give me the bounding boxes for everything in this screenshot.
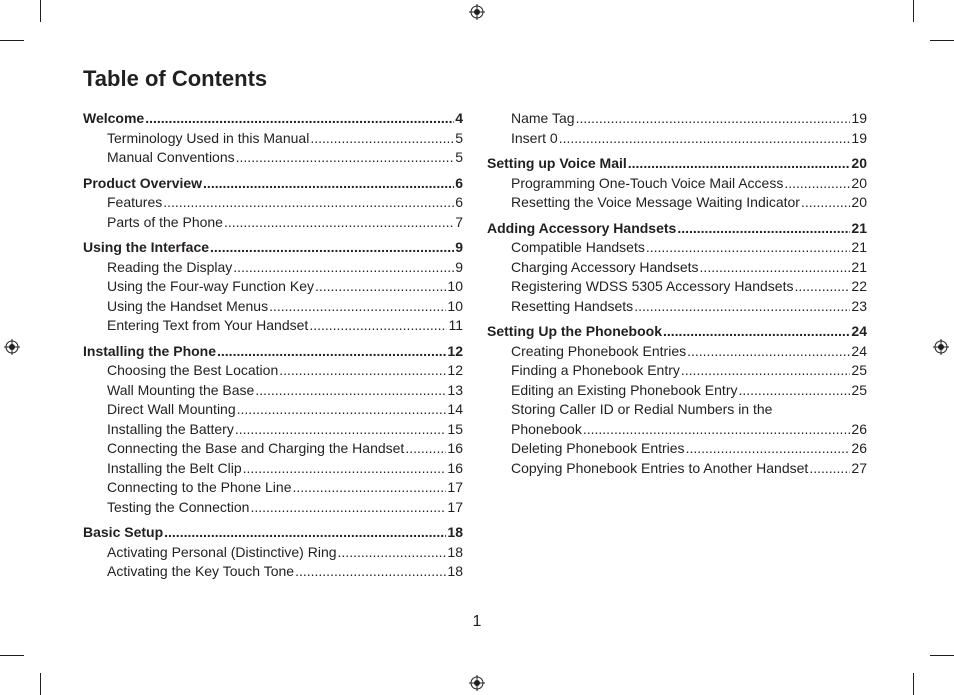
- toc-page-number: 24: [851, 342, 867, 359]
- toc-entry-title: Basic Setup: [83, 524, 164, 540]
- toc-section-entry: [83, 342, 463, 362]
- toc-dot-leader: [310, 129, 454, 149]
- toc-entry-title: Using the Four-way Function Key: [107, 278, 314, 294]
- toc-entry-title: Installing the Battery: [107, 420, 234, 437]
- toc-entry-title: Wall Mounting the Base: [107, 381, 255, 398]
- toc-entry-title: Testing the Connection: [107, 498, 250, 515]
- toc-entry: [83, 277, 463, 297]
- toc-dot-leader: [646, 238, 851, 258]
- toc-page-number: 21: [851, 219, 867, 236]
- toc-dot-leader: [794, 277, 850, 297]
- toc-section-entry: [83, 523, 463, 543]
- toc-dot-leader: [210, 238, 454, 258]
- toc-page-number: 6: [455, 194, 463, 210]
- toc-entry-title: Name Tag: [511, 110, 575, 126]
- toc-entry-title: Entering Text from Your Handset: [107, 317, 309, 333]
- toc-column-left: [83, 109, 463, 582]
- toc-entry: [83, 420, 463, 440]
- toc-entry-title: Finding a Phonebook Entry: [511, 362, 680, 378]
- toc-dot-leader: [686, 439, 851, 459]
- toc-page-number: 19: [851, 129, 867, 146]
- toc-entry: [83, 316, 463, 336]
- toc-page-number: 13: [447, 381, 463, 398]
- toc-dot-leader: [235, 420, 447, 440]
- toc-page-number: 16: [447, 440, 463, 456]
- toc-entry: [487, 439, 867, 459]
- toc-page-number: 22: [851, 278, 867, 294]
- toc-dot-leader: [677, 219, 850, 239]
- toc-page-number: 12: [447, 362, 463, 378]
- toc-entry-title: Adding Accessory Handsets: [487, 219, 677, 236]
- toc-dot-leader: [681, 361, 851, 381]
- toc-entry-title: Connecting to the Phone Line: [107, 479, 292, 495]
- toc-dot-leader: [163, 193, 454, 213]
- toc-page-number: 15: [447, 420, 463, 437]
- toc-entry-title: Welcome: [83, 110, 145, 126]
- toc-dot-leader: [738, 381, 850, 401]
- toc-column-right: [487, 109, 867, 478]
- toc-entry-title: Using the Interface: [83, 239, 210, 255]
- registration-mark-icon: [469, 4, 485, 20]
- toc-dot-leader: [663, 322, 850, 342]
- toc-entry: [83, 258, 463, 278]
- toc-entry: [487, 129, 867, 149]
- toc-page-number: 20: [851, 174, 867, 191]
- toc-page-number: 5: [455, 129, 463, 146]
- toc-dot-leader: [309, 316, 447, 336]
- toc-entry-title: Copying Phonebook Entries to Another Handset: [511, 459, 809, 476]
- toc-entry-title: Activating the Key Touch Tone: [107, 563, 295, 579]
- crop-mark: [40, 673, 41, 695]
- crop-mark: [930, 40, 954, 41]
- toc-dot-leader: [237, 400, 447, 420]
- toc-entry-title: Installing the Phone: [83, 342, 217, 359]
- toc-entry: [83, 543, 463, 563]
- toc-entry-title: Parts of the Phone: [107, 213, 223, 230]
- registration-mark-icon: [469, 675, 485, 691]
- toc-dot-leader: [233, 258, 454, 278]
- toc-entry-title: Editing an Existing Phonebook Entry: [511, 381, 738, 398]
- toc-entry-title: Phonebook: [511, 420, 582, 437]
- toc-section-entry: [83, 238, 463, 258]
- toc-entry: [487, 109, 867, 129]
- toc-entry-title: Programming One-Touch Voice Mail Access: [511, 174, 784, 191]
- toc-page-number: 25: [851, 381, 867, 398]
- toc-entry: [83, 193, 463, 213]
- toc-page-number: 27: [851, 459, 867, 476]
- toc-dot-leader: [559, 129, 851, 149]
- toc-page-number: 10: [447, 278, 463, 294]
- page-number: 1: [472, 613, 482, 630]
- toc-entry-title: Product Overview: [83, 174, 203, 191]
- toc-dot-leader: [255, 381, 446, 401]
- toc-section-entry: [487, 322, 867, 342]
- toc-section-entry: [83, 109, 463, 129]
- toc-dot-leader: [315, 277, 446, 297]
- toc-page-number: 7: [455, 213, 463, 230]
- toc-page-number: 25: [851, 362, 867, 378]
- toc-dot-leader: [576, 109, 851, 129]
- toc-entry-title: Compatible Handsets: [511, 239, 645, 255]
- toc-entry-title: Direct Wall Mounting: [107, 401, 236, 417]
- crop-mark: [0, 40, 24, 41]
- toc-dot-leader: [801, 193, 850, 213]
- toc-entry-title: Creating Phonebook Entries: [511, 342, 687, 359]
- toc-dot-leader: [292, 478, 446, 498]
- toc-page-number: 18: [447, 524, 463, 540]
- toc-entry: [83, 361, 463, 381]
- toc-dot-leader: [145, 109, 454, 129]
- toc-dot-leader: [269, 297, 446, 317]
- toc-entry-title: Deleting Phonebook Entries: [511, 440, 685, 456]
- toc-dot-leader: [405, 439, 446, 459]
- toc-page-number: 20: [851, 194, 867, 210]
- toc-entry-title: Terminology Used in this Manual: [107, 129, 310, 146]
- toc-page-number: 6: [455, 174, 463, 191]
- toc-entry-title: Manual Conventions: [107, 149, 235, 165]
- toc-entry-title: Connecting the Base and Charging the Handset: [107, 440, 405, 456]
- toc-entry-title: Charging Accessory Handsets: [511, 258, 699, 275]
- toc-page-number: 17: [447, 479, 463, 495]
- page-title: Table of Contents: [83, 66, 268, 91]
- toc-dot-leader: [279, 361, 446, 381]
- toc-entry-title: Registering WDSS 5305 Accessory Handsets: [511, 278, 794, 294]
- toc-entry: [487, 420, 867, 440]
- toc-entry: [487, 400, 867, 420]
- toc-entry: [83, 562, 463, 582]
- toc-dot-leader: [700, 258, 851, 278]
- toc-page-number: 26: [851, 420, 867, 437]
- toc-page-number: 4: [455, 110, 463, 126]
- toc-page-number: 19: [851, 110, 867, 126]
- toc-entry-title: Features: [107, 194, 163, 210]
- toc-entry: [487, 277, 867, 297]
- toc-page-number: 5: [455, 149, 463, 165]
- toc-entry: [83, 129, 463, 149]
- crop-mark: [0, 655, 24, 656]
- toc-entry: [487, 174, 867, 194]
- toc-page-number: 24: [851, 323, 867, 339]
- toc-entry: [83, 213, 463, 233]
- toc-section-entry: [487, 154, 867, 174]
- toc-page-number: 18: [447, 543, 463, 560]
- crop-mark: [930, 655, 954, 656]
- toc-entry-title: Installing the Belt Clip: [107, 459, 242, 476]
- toc-entry: [487, 297, 867, 317]
- toc-dot-leader: [295, 562, 446, 582]
- toc-page-number: 10: [447, 297, 463, 314]
- toc-page-number: 12: [447, 342, 463, 359]
- toc-entry-title: Reading the Display: [107, 258, 233, 275]
- toc-entry: [83, 297, 463, 317]
- toc-entry-title: Setting Up the Phonebook: [487, 323, 662, 339]
- toc-dot-leader: [809, 459, 850, 479]
- toc-page-number: 26: [851, 440, 867, 456]
- toc-entry: [83, 459, 463, 479]
- toc-entry: [83, 478, 463, 498]
- toc-entry-title: Storing Caller ID or Redial Numbers in the: [511, 401, 773, 417]
- toc-entry-title: Resetting the Voice Message Waiting Indicator: [511, 194, 800, 210]
- toc-page-number: 17: [447, 498, 463, 515]
- toc-dot-leader: [217, 342, 446, 362]
- toc-entry: [487, 258, 867, 278]
- toc-entry: [83, 148, 463, 168]
- toc-entry-title: Choosing the Best Location: [107, 362, 279, 378]
- toc-section-entry: [83, 174, 463, 194]
- toc-dot-leader: [243, 459, 447, 479]
- toc-entry: [83, 439, 463, 459]
- toc-entry: [83, 498, 463, 518]
- toc-page-number: 9: [455, 258, 463, 275]
- toc-dot-leader: [224, 213, 454, 233]
- toc-entry: [487, 459, 867, 479]
- toc-page-number: 14: [447, 401, 463, 417]
- toc-entry: [487, 193, 867, 213]
- toc-entry-title: Insert 0: [511, 129, 558, 146]
- crop-mark: [913, 673, 914, 695]
- toc-dot-leader: [203, 174, 454, 194]
- toc-dot-leader: [784, 174, 850, 194]
- toc-entry: [83, 381, 463, 401]
- toc-entry: [83, 400, 463, 420]
- registration-mark-icon: [933, 339, 949, 355]
- registration-mark-icon: [4, 339, 20, 355]
- toc-page-number: 11: [448, 317, 463, 333]
- toc-dot-leader: [687, 342, 850, 362]
- toc-page-number: 18: [447, 563, 463, 579]
- toc-entry: [487, 238, 867, 258]
- toc-dot-leader: [164, 523, 446, 543]
- toc-dot-leader: [250, 498, 446, 518]
- toc-section-entry: [487, 219, 867, 239]
- toc-entry: [487, 381, 867, 401]
- toc-entry-title: Using the Handset Menus: [107, 297, 269, 314]
- toc-page-number: 23: [851, 297, 867, 314]
- toc-dot-leader: [634, 297, 850, 317]
- crop-mark: [40, 0, 41, 22]
- crop-mark: [913, 0, 914, 22]
- toc-dot-leader: [628, 154, 851, 174]
- toc-dot-leader: [236, 148, 455, 168]
- toc-entry-title: Setting up Voice Mail: [487, 155, 627, 171]
- toc-page-number: 9: [455, 239, 463, 255]
- toc-entry-title: Activating Personal (Distinctive) Ring: [107, 543, 337, 560]
- toc-dot-leader: [583, 420, 851, 440]
- toc-entry: [487, 361, 867, 381]
- toc-dot-leader: [338, 543, 447, 563]
- toc-page-number: 21: [851, 239, 867, 255]
- toc-entry-title: Resetting Handsets: [511, 297, 634, 314]
- toc-page-number: 20: [851, 155, 867, 171]
- toc-entry: [487, 342, 867, 362]
- toc-page-number: 21: [851, 258, 867, 275]
- toc-page-number: 16: [447, 459, 463, 476]
